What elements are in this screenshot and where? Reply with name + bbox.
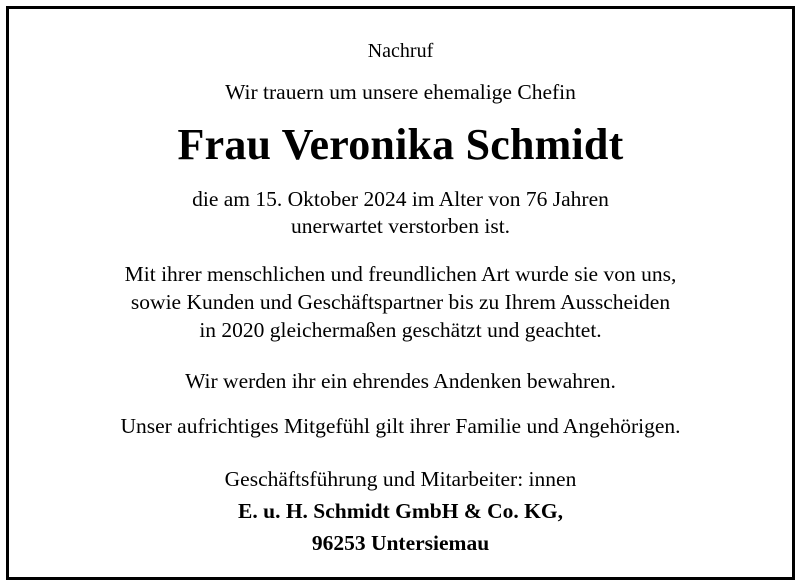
tribute-line: sowie Kunden und Geschäftspartner bis zu Ihrem Ausscheiden <box>130 290 671 314</box>
condolence-line: Unser aufrichtiges Mitgefühl gilt ihrer Familie und Angehörigen. <box>120 414 681 438</box>
signature-label: Geschäftsführung und Mitarbeiter: innen <box>224 467 577 491</box>
intro-line: Wir trauern um unsere ehemalige Chefin <box>225 80 576 104</box>
tribute-line: Mit ihrer menschlichen und freundlichen Art wurde sie von uns, <box>124 262 677 286</box>
memory-line: Wir werden ihr ein ehrendes Andenken bewahren. <box>185 369 616 393</box>
deceased-name: Frau Veronika Schmidt <box>177 120 624 169</box>
death-line: unerwartet verstorben ist. <box>290 214 511 238</box>
death-line: die am 15. Oktober 2024 im Alter von 76 Jahren <box>192 187 609 211</box>
tribute-line: in 2020 gleichermaßen geschätzt und geachtet. <box>199 318 602 342</box>
signature-location: 96253 Untersiemau <box>311 531 490 555</box>
obituary-frame <box>6 6 795 580</box>
heading: Nachruf <box>367 40 434 62</box>
obituary-content <box>9 9 792 577</box>
signature-company: E. u. H. Schmidt GmbH & Co. KG, <box>238 499 563 523</box>
